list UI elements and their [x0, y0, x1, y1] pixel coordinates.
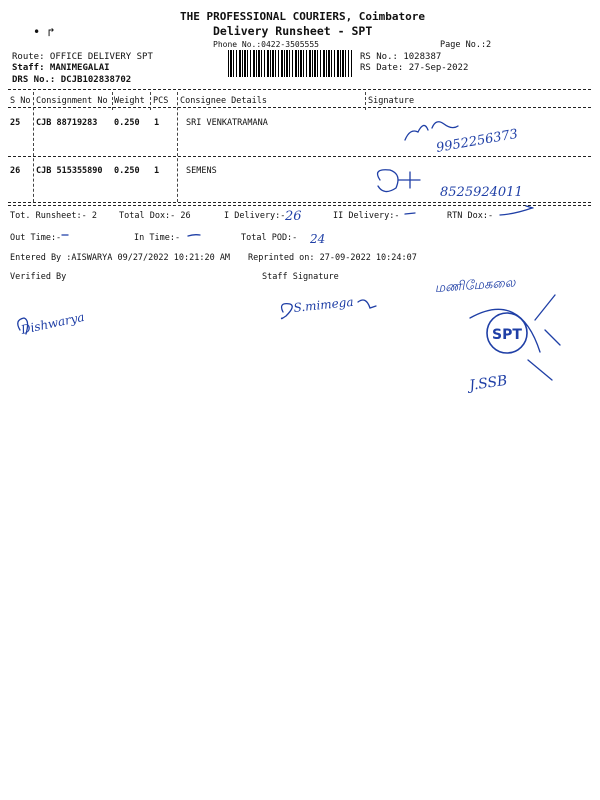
row-weight: 0.250: [114, 166, 140, 176]
route-label: Route: OFFICE DELIVERY SPT: [12, 52, 153, 62]
row25-phone: 9952256373: [435, 126, 520, 156]
ii-delivery-dash: [405, 213, 415, 214]
page-number: Page No.:2: [440, 40, 492, 50]
company-name: THE PROFESSIONAL COURIERS, Coimbatore: [180, 10, 426, 23]
drs-number: DRS No.: DCJB102838702: [12, 75, 132, 85]
staff-signature-label: Staff Signature: [262, 272, 339, 282]
col-sno: S No: [10, 96, 31, 106]
total-pod-value: 24: [310, 232, 326, 246]
row-consignment: CJB 88719283: [36, 118, 98, 128]
phone-number: Phone No.:0422-3505555: [213, 40, 319, 49]
row-consignee: SEMENS: [186, 166, 217, 176]
scan-mark: • ↱: [33, 25, 55, 39]
i-delivery-value: 26: [285, 209, 302, 224]
stamp-text: SPT: [492, 327, 522, 343]
row26-signature: [378, 170, 420, 192]
out-time: Out Time:-: [10, 233, 62, 243]
col-consignment: Consignment No: [36, 96, 108, 106]
total-dox: Total Dox:- 26: [119, 211, 191, 221]
stamp-signature-text: J.SSB: [468, 372, 509, 394]
in-time-dash: [188, 235, 200, 236]
total-pod: Total POD:-: [241, 233, 298, 243]
document-title: Delivery Runsheet - SPT: [213, 24, 373, 38]
row25-signature: [405, 122, 458, 140]
row-pcs: 1: [154, 118, 160, 128]
rs-number: RS No.: 1028387: [360, 52, 442, 62]
row-sno: 26: [10, 166, 21, 176]
col-weight: Weight: [114, 96, 145, 106]
verified-signature-text: Dishwarya: [19, 309, 86, 337]
row-weight: 0.250: [114, 118, 140, 128]
rtn-dox-dash: [500, 206, 533, 215]
row-consignee: SRI VENKATRAMANA: [186, 118, 268, 128]
col-pcs: PCS: [153, 96, 169, 106]
entered-by: Entered By :AISWARYA 09/27/2022 10:21:20 AM: [10, 253, 231, 263]
staff-signature-text: S.mimega: [292, 294, 355, 315]
total-runsheet: Tot. Runsheet:- 2: [10, 211, 97, 221]
ii-delivery: II Delivery:-: [333, 211, 400, 221]
row26-phone: 8525924011: [440, 185, 523, 200]
staff-name-tamil: மணிமேகலை: [434, 275, 516, 296]
col-signature: Signature: [368, 96, 415, 106]
rtn-dox: RTN Dox:-: [447, 211, 494, 221]
row-consignment: CJB 515355890: [36, 166, 103, 176]
row-sno: 25: [10, 118, 21, 128]
in-time: In Time:-: [134, 233, 181, 243]
staff-label: Staff: MANIMEGALAI: [12, 63, 110, 73]
row-pcs: 1: [154, 166, 160, 176]
reprinted-on: Reprinted on: 27-09-2022 10:24:07: [248, 253, 417, 263]
col-consignee: Consignee Details: [180, 96, 267, 106]
i-delivery: I Delivery:-: [224, 211, 286, 221]
verified-by: Verified By: [10, 272, 67, 282]
rs-date: RS Date: 27-Sep-2022: [360, 63, 469, 73]
